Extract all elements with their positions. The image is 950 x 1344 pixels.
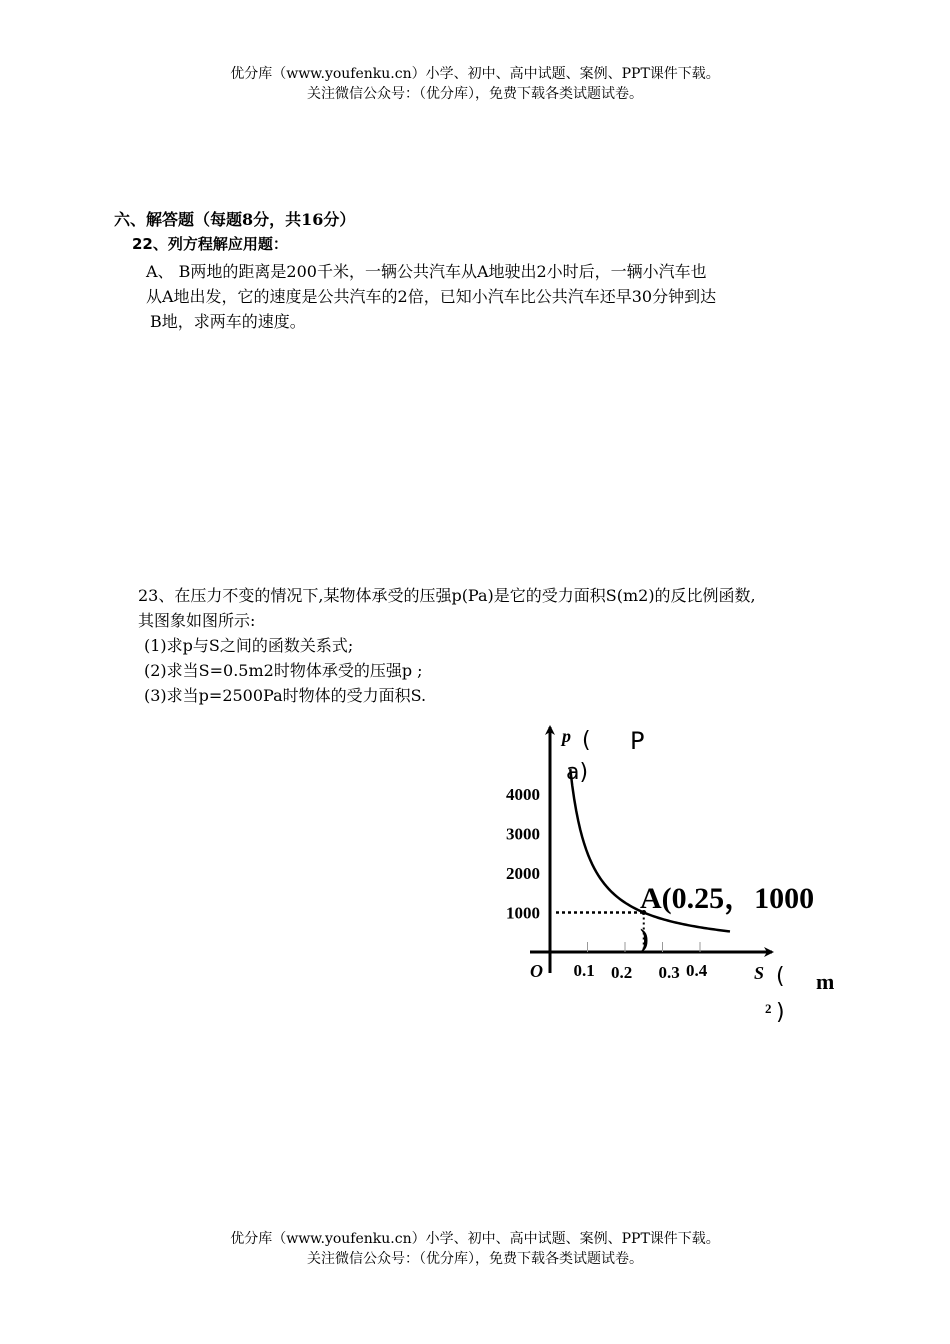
q22-text-line-2: 从A地出发，它的速度是公共汽车的2倍，已知小汽车比公共汽车还早30分钟到达 bbox=[146, 287, 717, 306]
y-tick-label: 2000 bbox=[506, 864, 540, 883]
inverse-proportion-graph bbox=[490, 715, 850, 1030]
x-axis-label: S bbox=[754, 963, 765, 983]
x-tick-label: 0.2 bbox=[611, 963, 633, 982]
q22-text-line-1: A、 B两地的距离是200千米，一辆公共汽车从A地驶出2小时后，一辆小汽车也 bbox=[146, 262, 707, 281]
point-a-label-close: ) bbox=[640, 924, 649, 953]
x-unit-m: m bbox=[816, 969, 835, 994]
x-tick-label: 0.3 bbox=[658, 963, 680, 982]
x-tick-label: 0.4 bbox=[686, 961, 708, 980]
page-header-line-2: 关注微信公众号：（优分库），免费下载各类试题试卷。 bbox=[307, 86, 643, 102]
y-axis-label: p bbox=[562, 726, 571, 746]
page-footer-line-1: 优分库（www.youfenku.cn）小学、初中、高中试题、案例、PPT课件下载。 bbox=[230, 1231, 720, 1247]
y-tick-label: 4000 bbox=[506, 785, 540, 804]
x-unit-open: ( bbox=[776, 964, 785, 989]
y-unit-p: P bbox=[630, 727, 645, 755]
q23-item-3: (3)求当p=2500Pa时物体的受力面积S. bbox=[144, 686, 427, 705]
q22-heading: 22、列方程解应用题： bbox=[132, 235, 288, 253]
page-header-line-1: 优分库（www.youfenku.cn）小学、初中、高中试题、案例、PPT课件下载。 bbox=[230, 66, 720, 82]
q22-text-line-3: B地，求两车的速度。 bbox=[150, 312, 306, 331]
x-unit-superscript: 2 bbox=[765, 1001, 772, 1016]
y-tick-label: 1000 bbox=[506, 903, 540, 923]
section-title: 六、解答题（每题8分，共16分） bbox=[114, 210, 356, 229]
q23-item-1: (1)求p与S之间的函数关系式; bbox=[144, 636, 354, 655]
q23-item-2: (2)求当S=0.5m2时物体承受的压强p ; bbox=[144, 661, 423, 680]
q23-text-line-1: 23、在压力不变的情况下,某物体承受的压强p(Pa)是它的受力面积S(m2)的反比例函数, bbox=[138, 586, 756, 605]
x-unit-close: ) bbox=[776, 1000, 785, 1025]
q23-text-line-2: 其图象如图所示: bbox=[138, 611, 256, 630]
y-unit-open: ( bbox=[582, 728, 591, 753]
x-tick-label: 0.1 bbox=[573, 961, 595, 980]
y-tick-label: 3000 bbox=[506, 824, 540, 844]
y-unit-a: a) bbox=[566, 760, 589, 785]
origin-label: O bbox=[530, 961, 543, 981]
point-a-label: A(0.25，1000 bbox=[640, 882, 815, 915]
page-footer-line-2: 关注微信公众号：（优分库），免费下载各类试题试卷。 bbox=[307, 1251, 643, 1267]
